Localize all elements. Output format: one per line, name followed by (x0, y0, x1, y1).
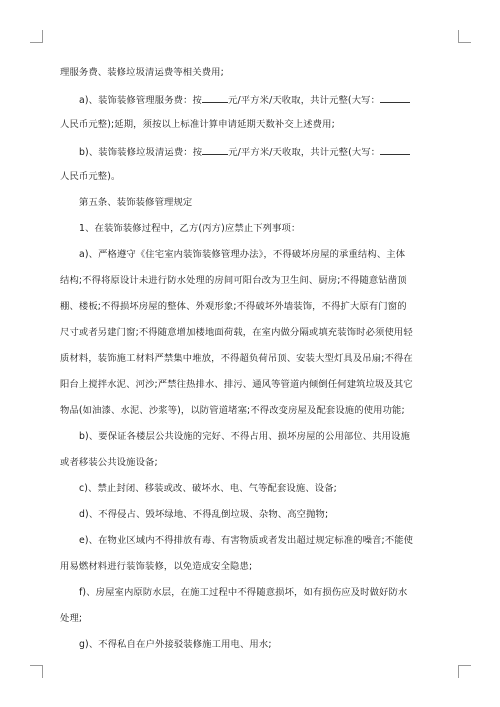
text-line (60, 378, 440, 392)
section-heading (60, 196, 440, 210)
line-text: 理服务费、装修垃圾清运费等相关费用; (60, 67, 224, 78)
line-text: 第五条、装饰装修管理规定 (79, 197, 193, 208)
line-text: g)、不得私自在户外接驳装修施工用电、用水; (79, 639, 272, 650)
line-text: b)、要保证各楼层公共设施的完好、不得占用、损坏房屋的公用部位、共用设施 (79, 431, 411, 442)
text-line (60, 326, 440, 340)
text-line (60, 300, 440, 314)
crop-mark-bottom-right (458, 665, 471, 678)
line-text: 1、在装饰装修过程中，乙方(丙方)应禁止下列事项： (79, 223, 301, 234)
blank-underline (202, 144, 228, 155)
line-text: 人民币元整);延期，须按以上标准计算申请延期天数补交上述费用; (60, 119, 335, 130)
text-line (60, 404, 440, 418)
document-body (60, 66, 440, 664)
text-line (60, 144, 440, 158)
text-line (60, 586, 440, 600)
line-text: 物品(如油漆、水泥、沙浆等)，以防管道堵塞;不得改变房屋及配套设施的使用功能; (60, 405, 405, 416)
line-text: e)、在物业区域内不得排放有毒、有害物质或者发出超过规定标准的噪音;不能使 (79, 535, 414, 546)
text-line (60, 352, 440, 366)
text-line (60, 118, 440, 132)
blank-underline (380, 92, 410, 103)
blank-underline (202, 92, 228, 103)
text-line (60, 66, 440, 80)
line-text: a)、装饰装修管理服务费：按 (79, 95, 202, 106)
line-text: 尺寸或者另建门窗;不得随意增加楼地面荷载，在室内做分隔或填充装饰时必须使用轻 (60, 327, 413, 338)
blank-underline (380, 144, 410, 155)
text-line (60, 222, 440, 236)
line-text: 阳台上搅拌水泥、河沙;严禁往热排水、排污、通风等管道内倾倒任何建筑垃圾及其它 (60, 379, 413, 390)
line-text: 用易燃材料进行装饰装修，以免造成安全隐患; (60, 561, 253, 572)
line-text: 质材料，装饰施工材料严禁集中堆放，不得超负荷吊顶、安装大型灯具及吊扇;不得在 (60, 353, 413, 364)
crop-mark-top-left (30, 30, 43, 43)
line-text: 棚、楼板;不得损坏房屋的整体、外观形象;不得破坏外墙装饰，不得扩大原有门窗的 (60, 301, 407, 312)
text-line (60, 456, 440, 470)
line-text: 元/平方米/天收取，共计元整(大写： (228, 95, 381, 106)
line-text: b)、装饰装修垃圾清运费：按 (79, 147, 203, 158)
line-text: 处理; (60, 613, 83, 624)
text-line (60, 274, 440, 288)
text-line (60, 508, 440, 522)
line-text: d)、不得侵占、毁坏绿地、不得乱倒垃圾、杂物、高空抛物; (79, 509, 329, 520)
line-text: f)、房屋室内原防水层，在施工过程中不得随意损坏，如有损伤应及时做好防水 (79, 587, 408, 598)
text-line (60, 430, 440, 444)
text-line (60, 638, 440, 652)
text-line (60, 612, 440, 626)
text-line (60, 534, 440, 548)
crop-mark-bottom-left (30, 665, 43, 678)
crop-mark-top-right (458, 30, 471, 43)
line-text: 元/平方米/天收取，共计元整(大写： (228, 147, 381, 158)
line-text: c)、禁止封闭、移装或改、破坏水、电、气等配套设施、设备; (79, 483, 337, 494)
line-text: 或者移装公共设施设备; (60, 457, 158, 468)
text-line (60, 248, 440, 262)
text-line (60, 482, 440, 496)
line-text: 结构;不得将原设计未进行防水处理的房间可阳台改为卫生间、厨房;不得随意钻凿顶 (60, 275, 407, 286)
line-text: 人民币元整)。 (60, 171, 121, 182)
line-text: a)、严格遵守《住宅室内装饰装修管理办法》，不得破坏房屋的承重结构、主体 (79, 249, 406, 260)
text-line (60, 170, 440, 184)
text-line (60, 92, 440, 106)
text-line (60, 560, 440, 574)
